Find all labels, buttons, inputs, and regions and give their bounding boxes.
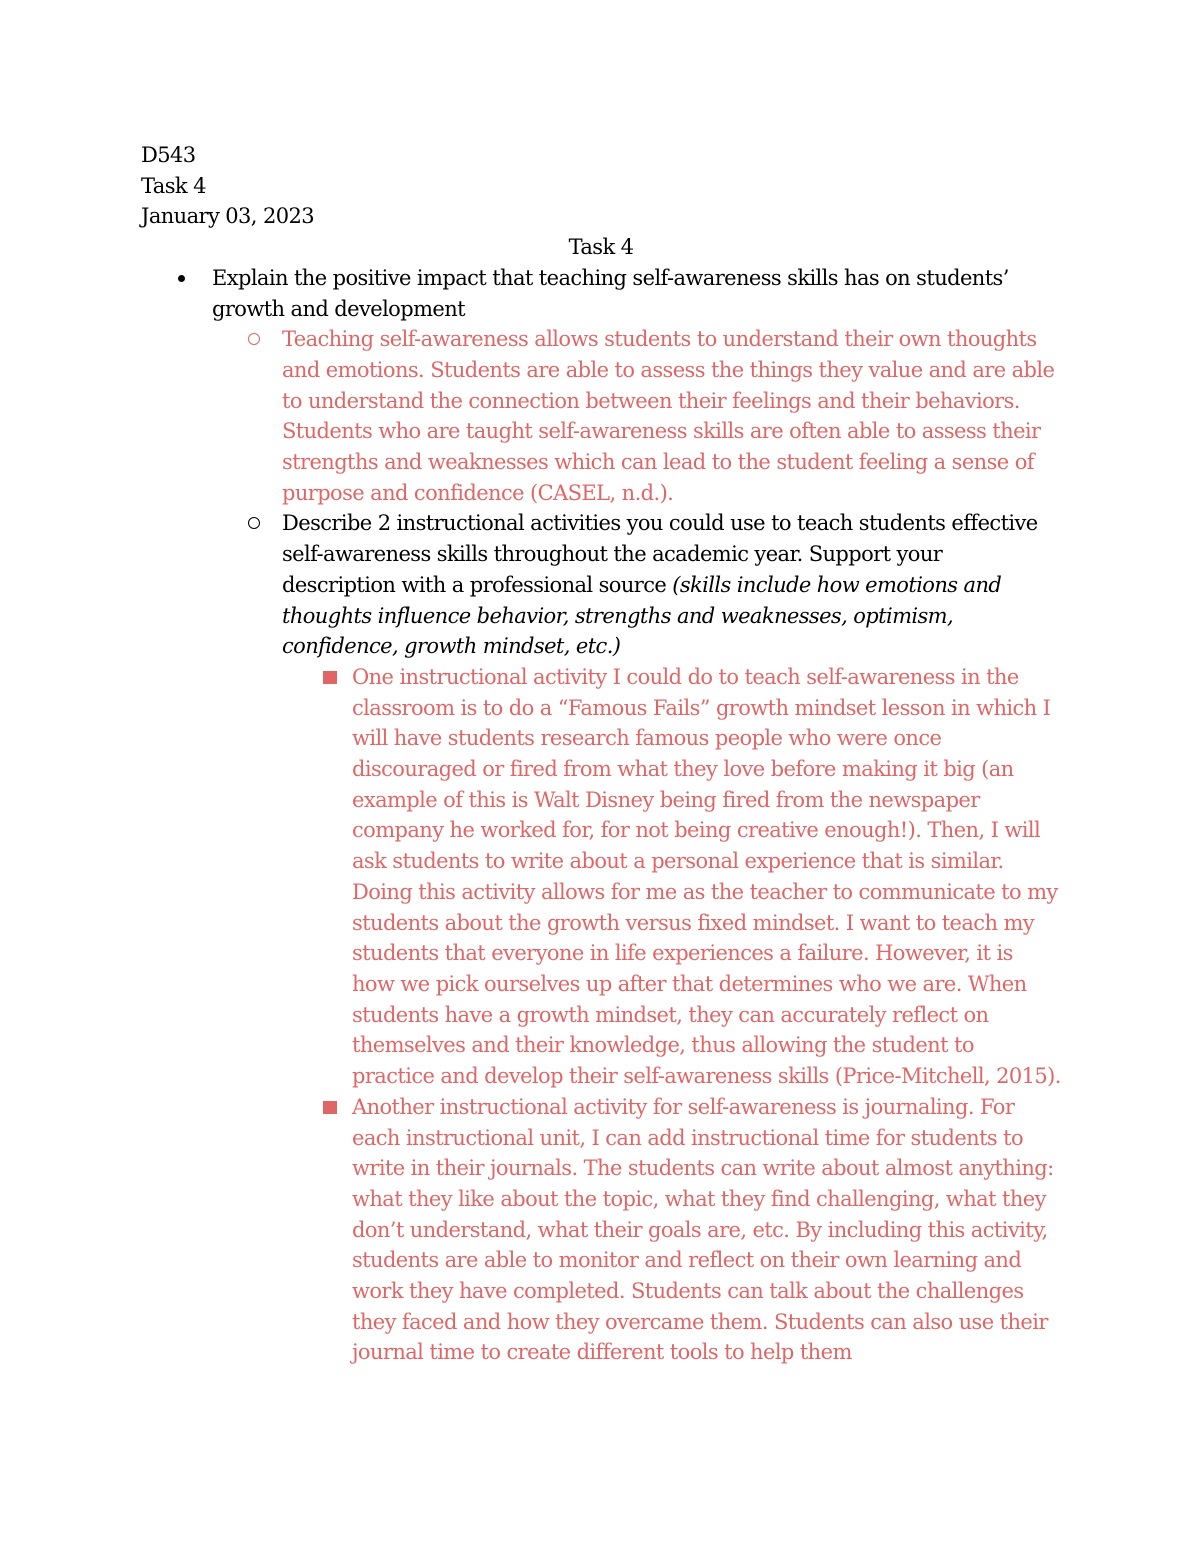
prompt-text: Describe 2 instructional activities you could use to teach students effective self-awareness skills throughout the academic year. Support your description with a professional source bbox=[282, 511, 1038, 597]
prompt-text: Explain the positive impact that teaching self-awareness skills has on students’ growth and development bbox=[212, 265, 1009, 321]
course-code: D543 bbox=[141, 143, 196, 167]
list-item bbox=[141, 662, 1061, 1092]
list-item bbox=[141, 1092, 1061, 1368]
list-item bbox=[141, 324, 1061, 508]
document-body bbox=[141, 140, 1061, 1368]
list-item bbox=[141, 508, 1061, 662]
response-text: One instructional activity I could do to teach self-awareness in the classroom is to do a “Famous Fails” growth mindset lesson in which I will have students research famous people who were once discouraged or fired from what they love before making it big (an example of this is Walt Disney being fired from the newspaper company he worked for, for not being creative enough!). Then, I will ask students to write about a personal experience that is similar. Doing this activity allows for me as the teacher to communicate to my students about the growth versus fixed mindset. I want to teach my students that everyone in life experiences a failure. However, it is how we pick ourselves up after that determines who we are. When students have a growth mindset, they can accurately reflect on themselves and their knowledge, thus allowing the student to practice and develop their self-awareness skills (Price-Mitchell, 2015). bbox=[352, 664, 1061, 1089]
response-text: Teaching self-awareness allows students to understand their own thoughts and emotions. Students are able to assess the things they value and are able to understand the connection between their feelings and their behaviors. Students who are taught self-awareness skills are often able to assess their strengths and weaknesses which can lead to the student feeling a sense of purpose and confidence (CASEL, n.d.). bbox=[282, 327, 1055, 505]
square-bullet-icon bbox=[323, 1101, 337, 1114]
hollow-bullet-icon bbox=[248, 517, 260, 529]
hollow-bullet-icon bbox=[248, 333, 260, 345]
list-item bbox=[141, 263, 1061, 324]
filled-bullet-icon bbox=[178, 275, 185, 282]
document-date: January 03, 2023 bbox=[141, 204, 315, 229]
response-text: Another instructional activity for self-awareness is journaling. For each instructional unit, I can add instructional time for students to write in their journals. The students can write about almost anything: what they like about the topic, what they find challenging, what they don’t understand, what their goals are, etc. By including this activity, students are able to monitor and reflect on their own learning and work they have completed. Students can talk about the challenges they faced and how they overcame them. Students can also use their journal time to create different tools to help them bbox=[352, 1094, 1054, 1365]
prompt-italic-text: (skills include how emotions and thoughts influence behavior, strengths and weaknesses, optimism, confidence, growth mindset, etc.) bbox=[282, 572, 1002, 659]
page-title: Task 4 bbox=[568, 235, 634, 260]
square-bullet-icon bbox=[323, 671, 337, 684]
outline-list bbox=[141, 263, 1061, 1368]
task-label: Task 4 bbox=[141, 173, 206, 198]
